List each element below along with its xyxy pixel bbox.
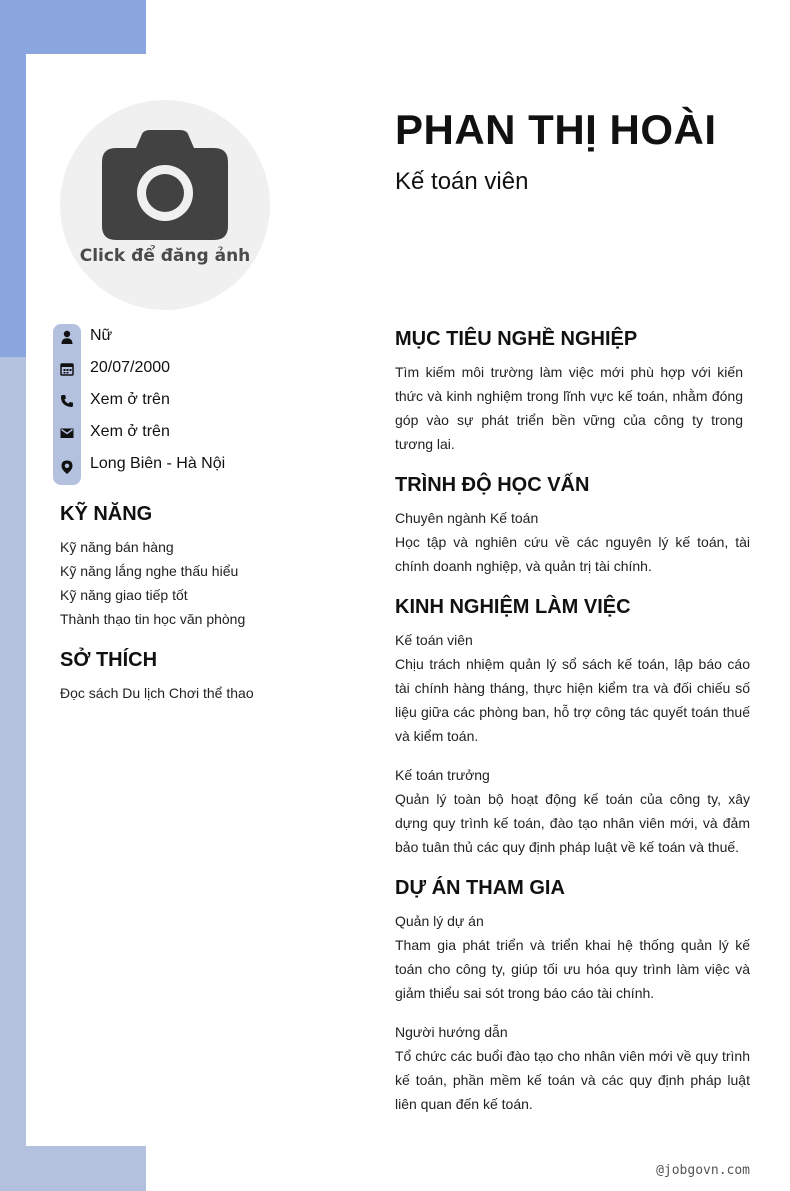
skill-item: Kỹ năng giao tiếp tốt [60,587,188,603]
contact-gender-text: Nữ [90,327,113,344]
contact-address-text: Long Biên - Hà Nội [90,455,226,472]
job-title: Kế toán viên [395,168,529,195]
education-text: Học tập và nghiên cứu về các nguyên lý kế toán, tài chính doanh nghiệp, và quản trị tài chính. [395,534,750,574]
footer-watermark: @jobgovn.com [656,1163,750,1178]
contact-address [53,452,353,484]
contact-gender [53,324,353,356]
photo-upload-label: Click để đăng ảnh [79,246,251,266]
contact-phone [53,388,353,420]
camera-icon [102,130,228,240]
skill-item: Kỹ năng bán hàng [60,539,174,555]
skill-item: Thành thạo tin học văn phòng [60,611,246,627]
project-text: Tham gia phát triển và triển khai hệ thống quản lý kế toán cho công ty, giúp tối ưu hóa quy trình làm việc và giảm thiểu sai sót trong báo cáo tài chính. [395,937,750,1001]
contact-birthdate-text: 20/07/2000 [90,359,171,376]
photo-upload[interactable] [60,100,270,310]
experience-heading: KINH NGHIỆM LÀM VIỆC [395,596,631,618]
project-text: Tổ chức các buổi đào tạo cho nhân viên mới về quy trình kế toán, phần mềm kế toán và các quy định pháp luật liên quan đến kế toán. [395,1048,750,1112]
skill-item: Kỹ năng lắng nghe thấu hiểu [60,563,239,579]
experience-role: Kế toán trưởng [395,767,490,783]
calendar-icon [60,362,74,376]
person-icon [60,330,74,344]
location-pin-icon [60,459,74,475]
experience-role: Kế toán viên [395,632,473,648]
candidate-name: PHAN THỊ HOÀI [395,106,717,153]
phone-icon [60,394,74,408]
objective-text: Tìm kiếm môi trường làm việc mới phù hợp với kiến thức và kinh nghiệm trong lĩnh vực kế toán, nhằm đóng góp vào sự phát triển bền vững của công ty trong tương lai. [395,364,743,452]
hobbies-heading: SỞ THÍCH [60,649,158,671]
experience-text: Quản lý toàn bộ hoạt động kế toán của công ty, xây dựng quy trình kế toán, đào tạo nhân viên mới, và đảm bảo tuân thủ các quy định pháp luật về kế toán và thuế. [395,791,750,855]
projects-heading: DỰ ÁN THAM GIA [395,877,565,899]
project-role: Người hướng dẫn [395,1024,508,1040]
project-role: Quản lý dự án [395,913,484,929]
contact-phone-text: Xem ở trên [90,391,170,408]
contact-birthdate [53,356,353,388]
skills-heading: KỸ NĂNG [60,503,153,525]
education-major: Chuyên ngành Kế toán [395,510,539,526]
experience-text: Chịu trách nhiệm quản lý sổ sách kế toán, lập báo cáo tài chính hàng tháng, thực hiện kiểm tra và đối chiếu số liệu giữa các phòng ban, hỗ trợ công tác quyết toán thuế và kiểm toán. [395,656,750,744]
education-heading: TRÌNH ĐỘ HỌC VẤN [395,474,590,496]
hobbies-text: Đọc sách Du lịch Chơi thể thao [60,685,254,701]
objective-heading: MỤC TIÊU NGHỀ NGHIỆP [395,328,638,350]
contact-email [53,420,353,452]
mail-icon [60,426,74,440]
contact-email-text: Xem ở trên [90,423,170,440]
